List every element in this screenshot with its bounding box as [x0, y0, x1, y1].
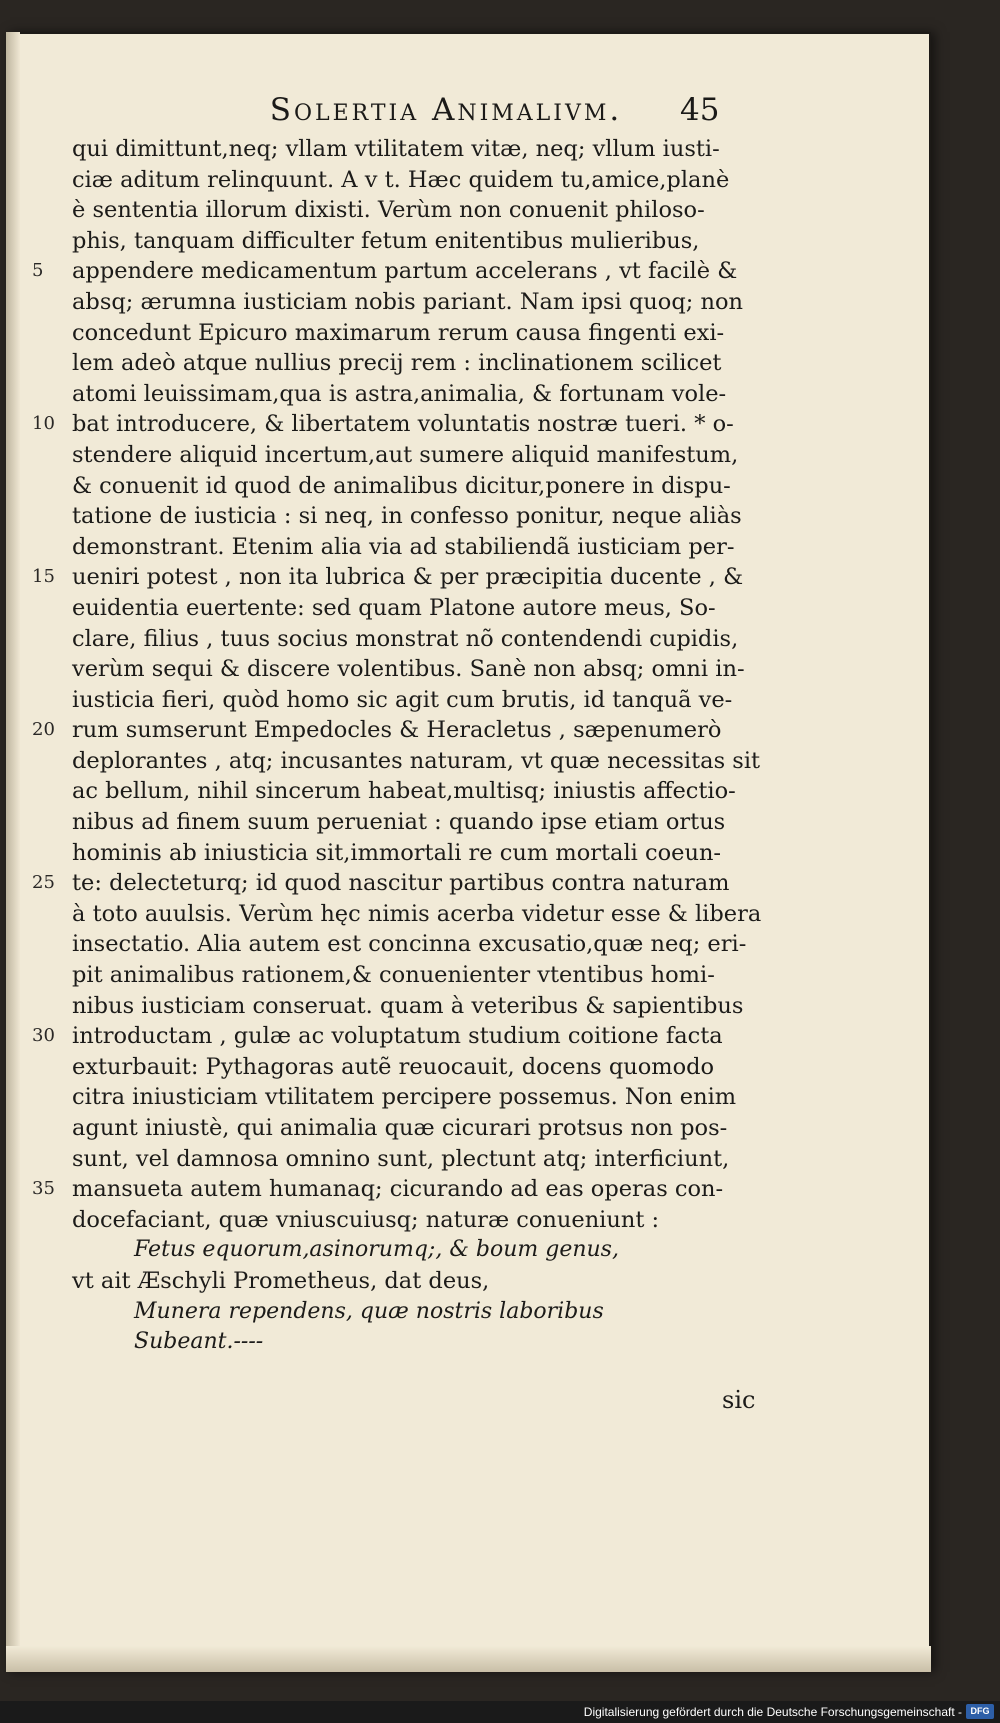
text-line	[34, 776, 734, 807]
text-line	[34, 379, 734, 410]
catchword: sic	[722, 1386, 756, 1414]
line-text: lem adeò atque nullius precij rem : inclinationem scilicet	[72, 350, 722, 377]
line-text: appendere medicamentum partum accelerans , vt facilè &	[72, 258, 738, 285]
line-text: euidentia euertente: sed quam Platone autore meus, So-	[72, 594, 716, 621]
line-text: demonstrant. Etenim alia via ad stabiliendã iusticiam per-	[72, 533, 735, 560]
line-text: tatione de iusticia : si neq, in confesso ponitur, neque aliàs	[72, 503, 742, 530]
line-number: 20	[32, 719, 55, 741]
line-text: exturbauit: Pythagoras autẽ reuocauit, docens quomodo	[72, 1053, 715, 1080]
running-head: Solertia Animalivm.	[269, 92, 623, 128]
line-text: concedunt Epicuro maximarum rerum causa fingenti exi-	[72, 319, 725, 346]
attribution-line	[34, 1266, 734, 1297]
book-page	[6, 32, 931, 1672]
verse-line	[34, 1235, 734, 1266]
text-line	[32, 562, 744, 593]
line-text: rum sumserunt Empedocles & Heracletus , sæpenumerò	[72, 717, 722, 744]
line-text: phis, tanquam difficulter fetum enitentibus mulieribus,	[72, 227, 700, 254]
text-line	[34, 991, 744, 1022]
text-line	[34, 165, 734, 196]
text-line	[34, 960, 734, 991]
line-text: nibus iusticiam conseruat. quam à veteribus & sapientibus	[72, 992, 744, 1019]
text-line	[34, 348, 734, 379]
line-text: absq; ærumna iusticiam nobis pariant. Nam ipsi quoq; non	[72, 288, 744, 315]
line-text: stendere aliquid incertum,aut sumere aliquid manifestum,	[72, 441, 739, 468]
line-text: te: delecteturq; id quod nascitur partibus contra naturam	[72, 870, 730, 897]
line-text: bat introducere, & libertatem voluntatis nostræ tueri. * o-	[72, 411, 734, 438]
dfg-logo-icon: DFG	[966, 1704, 994, 1719]
line-number: 30	[32, 1025, 55, 1047]
text-line	[34, 1174, 734, 1205]
text-line	[34, 134, 734, 165]
text-line	[34, 1021, 734, 1052]
line-text: pit animalibus rationem,& conuenienter vtentibus homi-	[72, 962, 715, 989]
line-text: citra iniusticiam vtilitatem percipere possemus. Non enim	[72, 1084, 737, 1111]
line-text: docefaciant, quæ vniuscuiusq; naturæ conueniunt :	[72, 1206, 660, 1233]
line-text: ueniri potest , non ita lubrica & per præcipitia ducente , &	[72, 564, 744, 591]
text-line	[34, 1205, 734, 1236]
text-line	[34, 1082, 737, 1113]
text-block	[32, 134, 762, 1358]
verse-line	[34, 1297, 734, 1328]
line-text: & conuenit id quod de animalibus dicitur,ponere in dispu-	[72, 472, 731, 499]
line-text: hominis ab iniusticia sit,immortali re cum mortali coeun-	[72, 839, 722, 866]
line-text: verùm sequi & discere volentibus. Sanè non absq; omni in-	[72, 656, 745, 683]
line-text: nibus ad finem suum perueniat : quando ipse etiam ortus	[72, 809, 726, 836]
text-line	[34, 409, 734, 440]
text-line	[34, 226, 734, 257]
line-text: insectatio. Alia autem est concinna excusatio,quæ neq; eri-	[72, 931, 747, 958]
text-line	[34, 195, 734, 226]
text-line	[34, 287, 744, 318]
funding-credit: Digitalisierung gefördert durch die Deutsche Forschungsgemeinschaft -	[583, 1705, 962, 1719]
text-line	[34, 929, 747, 960]
verse-text: Fetus equorum,asinorumq;, & boum genus,	[134, 1237, 619, 1263]
line-text: ac bellum, nihil sincerum habeat,multisq; iniustis affectio-	[72, 778, 736, 805]
line-text: iusticia fieri, quòd homo sic agit cum brutis, id tanquã ve-	[72, 686, 733, 713]
line-text: agunt iniustè, qui animalia quæ cicurari protsus non pos-	[72, 1115, 728, 1141]
text-line	[32, 256, 738, 287]
text-line	[34, 440, 739, 471]
verse-text: Subeant.----	[134, 1329, 264, 1355]
text-line	[34, 807, 734, 838]
line-text: sunt, vel damnosa omnino sunt, plectunt atq; interficiunt,	[72, 1145, 730, 1172]
line-text: è sententia illorum dixisti. Verùm non conuenit philoso-	[72, 197, 705, 224]
line-text: atomi leuissimam,qua is astra,animalia, & fortunam vole-	[72, 380, 727, 407]
text-line	[34, 838, 734, 869]
digitization-footer	[0, 1701, 1000, 1723]
line-text: qui dimittunt,neq; vllam vtilitatem vitæ, neq; vllum iusti-	[72, 136, 720, 162]
text-line	[34, 868, 734, 899]
text-line	[34, 899, 762, 930]
line-text: ciæ aditum relinquunt. A v t. Hæc quidem tu,amice,planè	[72, 166, 730, 193]
line-number: 5	[32, 260, 44, 282]
attribution-text: vt ait Æschyli Prometheus, dat deus,	[72, 1267, 490, 1294]
line-number: 15	[32, 566, 55, 588]
text-line	[34, 654, 745, 685]
text-line	[34, 624, 739, 655]
line-text: mansueta autem humanaq; cicurando ad eas operas con-	[72, 1176, 724, 1203]
line-number: 35	[32, 1178, 55, 1200]
verse-line	[34, 1327, 734, 1358]
page-edge	[6, 32, 20, 1672]
text-line	[34, 715, 734, 746]
page-bottom-edge	[6, 1646, 931, 1672]
text-line	[34, 1144, 734, 1175]
text-line	[34, 318, 734, 349]
line-number: 10	[32, 413, 55, 435]
page-number: 45	[680, 92, 720, 128]
text-line	[34, 746, 761, 777]
text-line	[34, 532, 734, 563]
text-line	[34, 685, 734, 716]
text-line	[34, 501, 742, 532]
text-line	[34, 1052, 734, 1083]
line-number: 25	[32, 872, 55, 894]
text-line	[34, 1113, 734, 1144]
line-text: clare, filius , tuus socius monstrat nõ contendendi cupidis,	[72, 625, 739, 652]
line-text: deplorantes , atq; incusantes naturam, vt quæ necessitas sit	[72, 747, 761, 774]
verse-text: Munera rependens, quæ nostris laboribus	[134, 1298, 604, 1324]
line-text: introductam , gulæ ac voluptatum studium coitione facta	[72, 1023, 723, 1050]
line-text: à toto auulsis. Verùm hęc nimis acerba videtur esse & libera	[72, 900, 762, 927]
text-line	[34, 471, 734, 502]
text-line	[34, 593, 734, 624]
